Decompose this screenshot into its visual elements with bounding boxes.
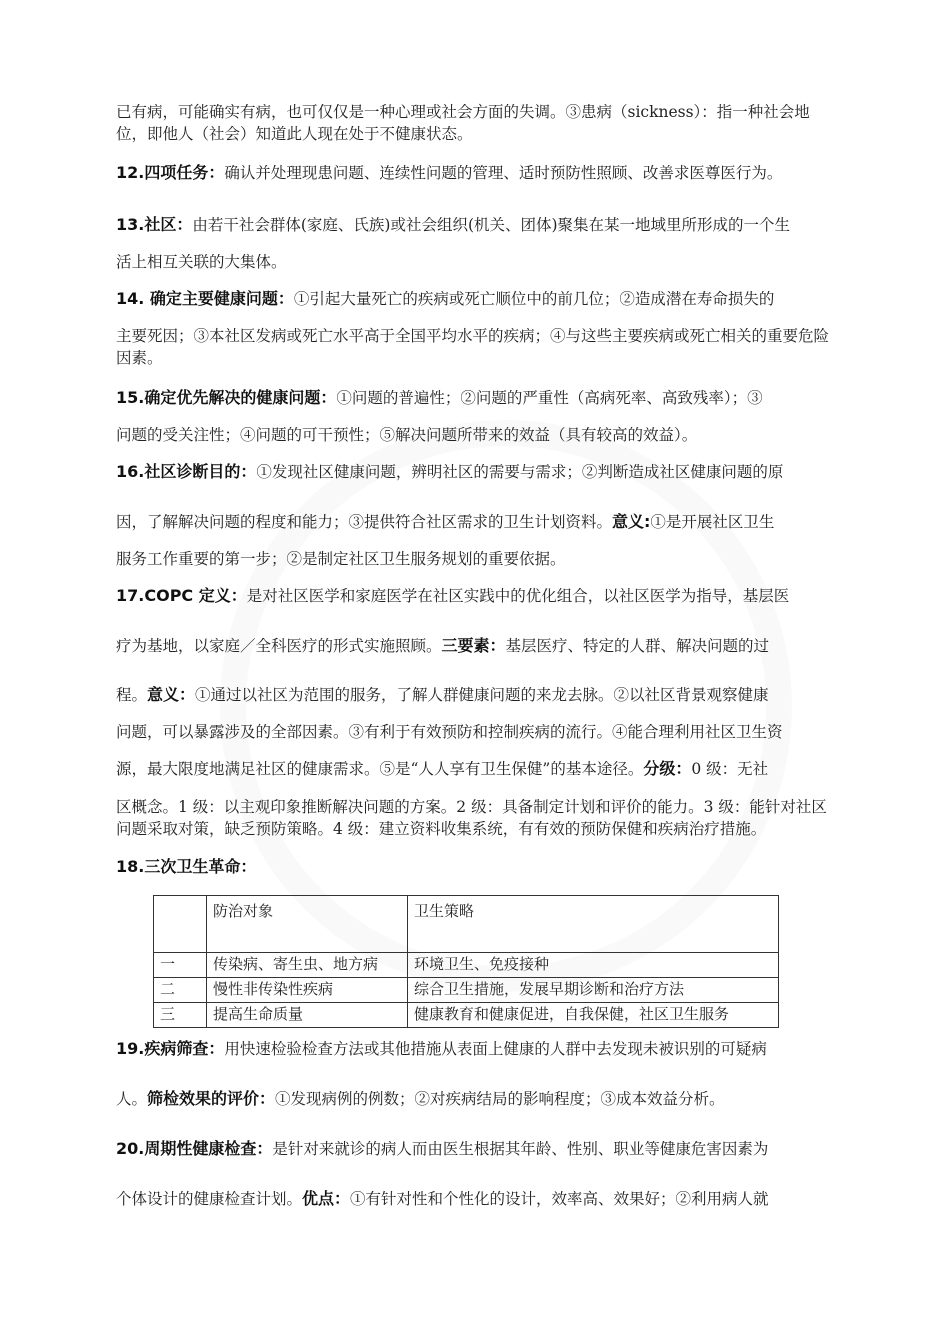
table-cell: 环境卫生、免疫接种 <box>408 953 779 978</box>
item-15 <box>116 387 836 409</box>
item-16 <box>116 461 836 483</box>
item-15-cont: 问题的受关注性；④问题的可干预性；⑤解决问题所带来的效益（具有较高的效益）。 <box>116 426 698 444</box>
table-cell: 提高生命质量 <box>207 1003 408 1028</box>
item-13-cont: 活上相互关联的大集体。 <box>116 253 287 271</box>
item-17-cont3: 问题，可以暴露涉及的全部因素。③有利于有效预防和控制疾病的流行。④能合理利用社区卫生资 <box>116 723 783 741</box>
item-17-cont5: 区概念。1 级：以主观印象推断解决问题的方案。2 级：具备制定计划和评价的能力。3 级：能针对社区问题采取对策，缺乏预防策略。4 级：建立资料收集系统，有有效的预防保健和疾病治疗措施。 <box>116 798 827 838</box>
item-18-heading: 18.三次卫生革命： <box>116 857 257 876</box>
table-header-cell <box>154 896 207 953</box>
item-17-text4: 程。 <box>116 686 148 704</box>
table-cell: 综合卫生措施，发展早期诊断和治疗方法 <box>408 978 779 1003</box>
intro-paragraph: 已有病，可能确实有病，也可仅仅是一种心理或社会方面的失调。③患病（sickness）：指一种社会地位，即他人（社会）知道此人现在处于不健康状态。 <box>116 103 810 143</box>
item-20-text: 是针对来就诊的病人而由医生根据其年龄、性别、职业等健康危害因素为 <box>272 1140 769 1158</box>
item-20-text2: 个体设计的健康检查计划。 <box>116 1190 303 1208</box>
item-16-text2: 因，了解解决问题的程度和能力；③提供符合社区需求的卫生计划资料。 <box>116 513 613 531</box>
item-13 <box>116 214 836 236</box>
item-12-text: 确认并处理现患问题、连续性问题的管理、适时预防性照顾、改善求医尊医行为。 <box>224 164 783 182</box>
item-17-grade-heading: 分级： <box>643 759 692 778</box>
item-15-heading: 15.确定优先解决的健康问题： <box>116 388 337 407</box>
item-17-cont2 <box>116 684 836 706</box>
item-17 <box>116 585 836 607</box>
table-cell: 健康教育和健康促进，自我保健，社区卫生服务 <box>408 1003 779 1028</box>
table-cell: 传染病、寄生虫、地方病 <box>207 953 408 978</box>
item-16-meaning-heading: 意义: <box>612 512 651 531</box>
item-19-heading: 19.疾病筛查： <box>116 1039 225 1058</box>
item-19-cont <box>116 1088 836 1110</box>
item-14-heading: 14. 确定主要健康问题： <box>116 289 294 308</box>
item-19-text: 用快速检验检查方法或其他措施从表面上健康的人群中去发现未被识别的可疑病 <box>224 1040 767 1058</box>
table-cell: 一 <box>154 953 207 978</box>
item-14 <box>116 288 836 310</box>
table-row <box>154 1003 779 1028</box>
item-18 <box>116 856 836 878</box>
item-17-text3: 基层医疗、特定的人群、解决问题的过 <box>505 637 770 655</box>
item-17-meaning-heading: 意义： <box>147 685 196 704</box>
item-19-text3: ①发现病例的例数；②对疾病结局的影响程度；③成本效益分析。 <box>275 1090 725 1108</box>
item-17-text8: 0 级：无社 <box>691 760 769 778</box>
item-16-cont <box>116 511 836 533</box>
table-row <box>154 978 779 1003</box>
item-17-cont4 <box>116 758 836 780</box>
item-19 <box>116 1038 836 1060</box>
item-17-text: 是对社区医学和家庭医学在社区实践中的优化组合，以社区医学为指导，基层医 <box>246 587 790 605</box>
item-19-eval-heading: 筛检效果的评价： <box>147 1089 276 1108</box>
item-13-heading: 13.社区： <box>116 215 193 234</box>
health-revolution-table <box>153 895 779 1028</box>
item-16-cont2: 服务工作重要的第一步；②是制定社区卫生服务规划的重要依据。 <box>116 550 566 568</box>
item-17-heading: 17.COPC 定义： <box>116 586 247 605</box>
item-20-heading: 20.周期性健康检查： <box>116 1139 273 1158</box>
table-header-cell: 卫生策略 <box>408 896 779 953</box>
table-header-cell: 防治对象 <box>207 896 408 953</box>
item-13-text: 由若干社会群体(家庭、氏族)或社会组织(机关、团体)聚集在某一地域里所形成的一个生 <box>192 216 791 234</box>
item-20 <box>116 1138 836 1160</box>
item-16-text: ①发现社区健康问题，辨明社区的需要与需求；②判断造成社区健康问题的原 <box>256 463 784 481</box>
item-19-text2: 人。 <box>116 1090 148 1108</box>
table-cell: 三 <box>154 1003 207 1028</box>
table-row <box>154 953 779 978</box>
item-16-text3: ①是开展社区卫生 <box>650 513 775 531</box>
item-12 <box>116 162 836 184</box>
item-12-heading: 12.四项任务： <box>116 163 225 182</box>
item-17-text2: 疗为基地，以家庭／全科医疗的形式实施照顾。 <box>116 637 442 655</box>
item-17-text5: ①通过以社区为范围的服务，了解人群健康问题的来龙去脉。②以社区背景观察健康 <box>195 686 769 704</box>
item-16-heading: 16.社区诊断目的： <box>116 462 257 481</box>
table-header-row <box>154 896 779 953</box>
item-14-cont: 主要死因；③本社区发病或死亡水平高于全国平均水平的疾病；④与这些主要疾病或死亡相关的重要危险因素。 <box>116 327 830 367</box>
item-20-advantage-heading: 优点： <box>302 1189 351 1208</box>
item-15-text: ①问题的普遍性；②问题的严重性（高病死率、高致残率）；③ <box>336 389 763 407</box>
item-20-cont <box>116 1188 836 1210</box>
item-17-cont <box>116 635 836 657</box>
item-20-text3: ①有针对性和个性化的设计，效率高、效果好；②利用病人就 <box>350 1190 769 1208</box>
table-cell: 慢性非传染性疾病 <box>207 978 408 1003</box>
table-cell: 二 <box>154 978 207 1003</box>
item-17-elements-heading: 三要素： <box>441 636 506 655</box>
item-14-text: ①引起大量死亡的疾病或死亡顺位中的前几位；②造成潜在寿命损失的 <box>293 290 775 308</box>
item-17-text7: 源，最大限度地满足社区的健康需求。⑤是“人人享有卫生保健”的基本途径。 <box>116 760 644 778</box>
